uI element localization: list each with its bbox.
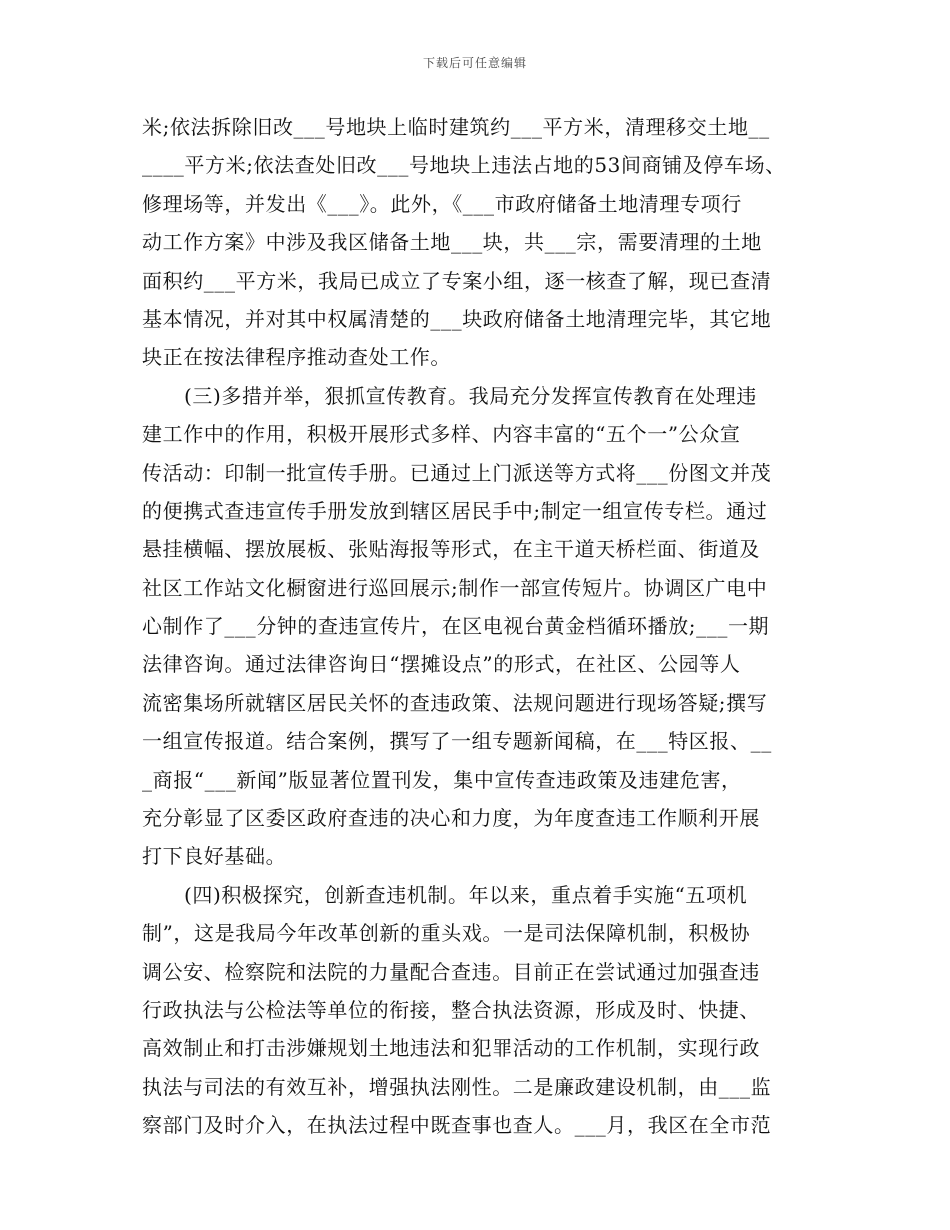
text-line: 行政执法与公检法等单位的衔接，整合执法资源，形成及时、快捷、 (142, 997, 760, 1022)
text-line: ____平方米;依法查处旧改___号地块上违法占地的53间商铺及停车场、 (142, 153, 786, 178)
text-line: 打下良好基础。 (142, 844, 287, 869)
text-line: 动工作方案》中涉及我区储备土地___块，共___宗，需要清理的土地 (142, 230, 762, 255)
text-line: 基本情况，并对其中权属清楚的___块政府储备土地清理完毕，其它地 (142, 306, 772, 331)
text-line: (四)积极探究，创新查违机制。年以来，重点着手实施“五项机 (184, 882, 748, 907)
text-line: 高效制止和打击涉嫌规划土地违法和犯罪活动的工作机制，实现行政 (142, 1036, 760, 1061)
text-line: 制”，这是我局今年改革创新的重头戏。一是司法保障机制，积极协 (142, 921, 751, 946)
text-line: 法律咨询。通过法律咨询日“摆摊设点”的形式，在社区、公园等人 (142, 652, 741, 677)
text-line: 社区工作站文化橱窗进行巡回展示;制作一部宣传短片。协调区广电中 (142, 575, 768, 600)
text-line: 米;依法拆除旧改___号地块上临时建筑约___平方米，清理移交土地__ (142, 115, 770, 139)
page-header: 下载后可任意编辑 (422, 56, 527, 70)
text-line: 传活动：印制一批宣传手册。已通过上门派送等方式将___份图文并茂 (142, 460, 772, 485)
text-line: 心制作了___分钟的查违宣传片，在区电视台黄金档循环播放;___一期 (142, 614, 770, 639)
text-line: 悬挂横幅、摆放展板、张贴海报等形式，在主干道天桥栏面、街道及 (142, 537, 760, 562)
paragraph-innovation-mechanism (142, 876, 814, 1145)
text-line: 流密集场所就辖区居民关怀的查违政策、法规问题进行现场答疑;撰写 (142, 690, 768, 715)
text-line: 调公安、检察院和法院的力量配合查违。目前正在尝试通过加强查违 (142, 959, 760, 984)
paragraph-publicity-education (142, 377, 814, 876)
text-line: 建工作中的作用，积极开展形式多样、内容丰富的“五个一”公众宣 (142, 422, 741, 447)
text-line: 的便携式查违宣传手册发放到辖区居民手中;制定一组宣传专栏。通过 (142, 498, 768, 523)
text-line: 面积约___平方米，我局已成立了专案小组，逐一核查了解，现已查清 (142, 268, 772, 293)
text-line: _商报“___新闻”版显著位置刊发，集中宣传查违政策及违建危害， (142, 767, 742, 792)
text-line: 察部门及时介入，在执法过程中既查事也查人。___月，我区在全市范 (142, 1113, 772, 1138)
text-line: 充分彰显了区委区政府查违的决心和力度，为年度查违工作顺利开展 (142, 806, 760, 831)
document-body (142, 108, 814, 1145)
paragraph-land-clearance (142, 108, 814, 377)
text-line: 执法与司法的有效互补，增强执法刚性。二是廉政建设机制，由___监 (142, 1074, 772, 1099)
text-line: 修理场等，并发出《___》。此外，《___市政府储备土地清理专项行 (142, 191, 742, 216)
text-line: 一组宣传报道。结合案例，撰写了一组专题新闻稿，在___特区报、__ (142, 729, 772, 754)
text-line: (三)多措并举，狠抓宣传教育。我局充分发挥宣传教育在处理违 (184, 383, 758, 408)
text-line: 块正在按法律程序推动查处工作。 (142, 345, 451, 370)
